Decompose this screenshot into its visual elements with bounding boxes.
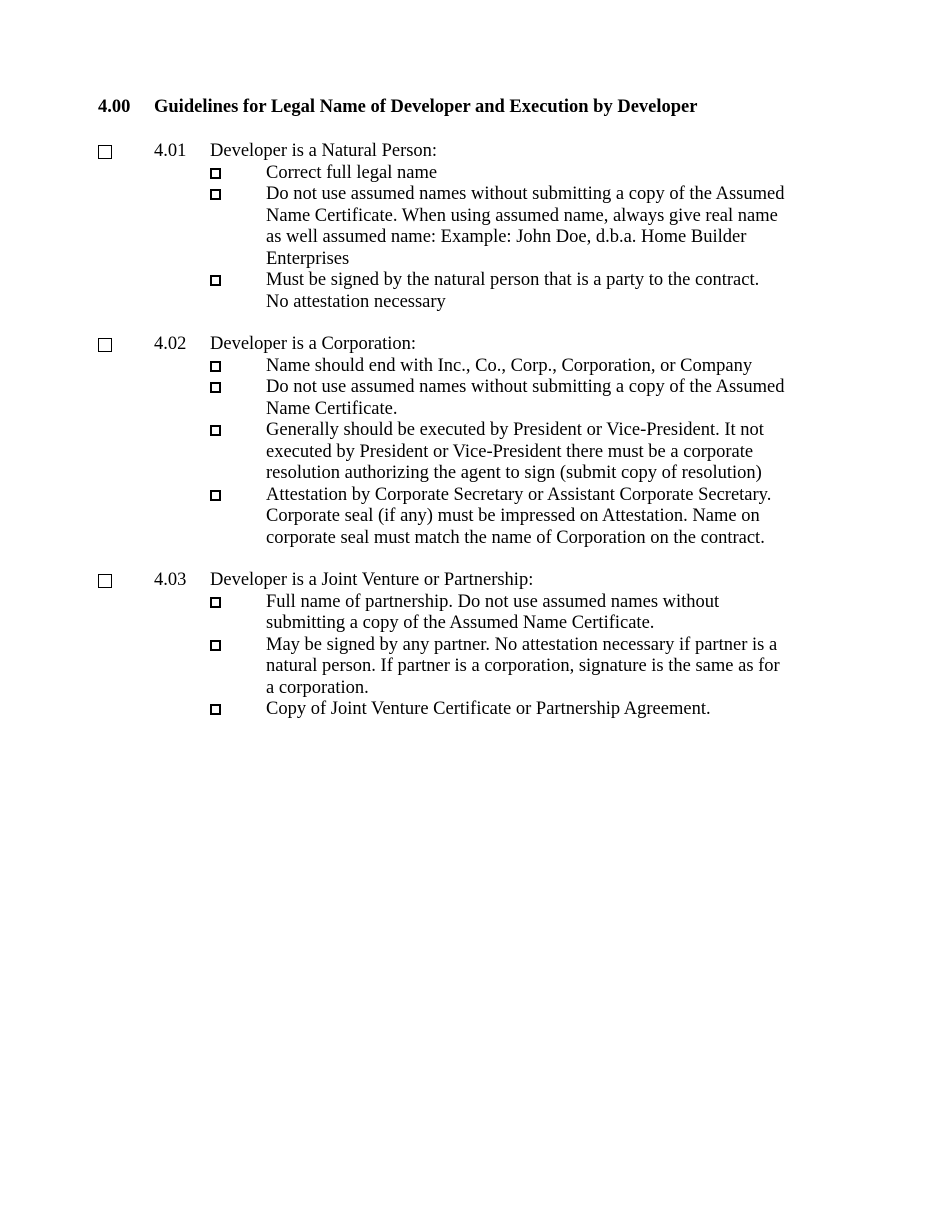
item-checkbox[interactable] bbox=[210, 425, 221, 436]
section-checkbox[interactable] bbox=[98, 338, 112, 352]
item-checkbox[interactable] bbox=[210, 189, 221, 200]
section-number: 4.01 bbox=[154, 141, 187, 161]
section-checkbox[interactable] bbox=[98, 574, 112, 588]
item-checkbox[interactable] bbox=[210, 361, 221, 372]
item-text: Correct full legal name bbox=[266, 162, 438, 183]
checklist-item bbox=[210, 699, 790, 721]
item-checkbox[interactable] bbox=[210, 490, 221, 501]
item-text: Attestation by Corporate Secretary or Assistant Corporate Secretary. Corporate seal (if any) must be impressed on Attestation. Name on corporate seal must match the name of Corporation on the contract. bbox=[266, 484, 772, 548]
heading-title: Guidelines for Legal Name of Developer and Execution by Developer bbox=[154, 97, 698, 117]
checklist-item bbox=[210, 420, 790, 485]
item-text: Do not use assumed names without submitting a copy of the Assumed Name Certificate. When using assumed name, always give real name as well assumed name: Example: John Doe, d.b.a. Home Builder Enterprises bbox=[266, 184, 785, 269]
checklist-item bbox=[210, 356, 790, 378]
item-checkbox[interactable] bbox=[210, 597, 221, 608]
checklist bbox=[210, 163, 790, 314]
item-text: Generally should be executed by President or Vice-President. It not executed by President or Vice-President there must be a corporate resolution authorizing the agent to sign (submit copy of resolution) bbox=[266, 420, 764, 483]
heading-number: 4.00 bbox=[98, 97, 131, 117]
item-text: Must be signed by the natural person that is a party to the contract. No attestation necessary bbox=[266, 270, 760, 312]
item-checkbox[interactable] bbox=[210, 382, 221, 393]
checklist-item bbox=[210, 635, 790, 700]
checklist bbox=[210, 592, 790, 721]
item-checkbox[interactable] bbox=[210, 640, 221, 651]
item-text: Full name of partnership. Do not use assumed names without submitting a copy of the Assumed Name Certificate. bbox=[266, 591, 720, 633]
checklist-item bbox=[210, 270, 790, 313]
section-number: 4.03 bbox=[154, 570, 187, 590]
section-heading bbox=[98, 97, 697, 119]
checklist-item bbox=[210, 163, 790, 185]
checklist-item bbox=[210, 184, 790, 270]
section-title: Developer is a Natural Person: bbox=[210, 141, 438, 161]
checklist-item bbox=[210, 377, 790, 420]
section-checkbox[interactable] bbox=[98, 145, 112, 159]
section-title: Developer is a Joint Venture or Partnership: bbox=[210, 570, 534, 590]
item-checkbox[interactable] bbox=[210, 704, 221, 715]
item-checkbox[interactable] bbox=[210, 168, 221, 179]
checklist-item bbox=[210, 485, 790, 550]
item-text: Do not use assumed names without submitting a copy of the Assumed Name Certificate. bbox=[266, 377, 785, 419]
checklist bbox=[210, 356, 790, 550]
item-text: Name should end with Inc., Co., Corp., Corporation, or Company bbox=[266, 355, 753, 376]
item-text: May be signed by any partner. No attestation necessary if partner is a natural person. If partner is a corporation, signature is the same as for a corporation. bbox=[266, 634, 780, 698]
checklist-item bbox=[210, 592, 790, 635]
item-checkbox[interactable] bbox=[210, 275, 221, 286]
item-text: Copy of Joint Venture Certificate or Partnership Agreement. bbox=[266, 699, 711, 719]
section-number: 4.02 bbox=[154, 334, 187, 354]
section-title: Developer is a Corporation: bbox=[210, 334, 417, 354]
